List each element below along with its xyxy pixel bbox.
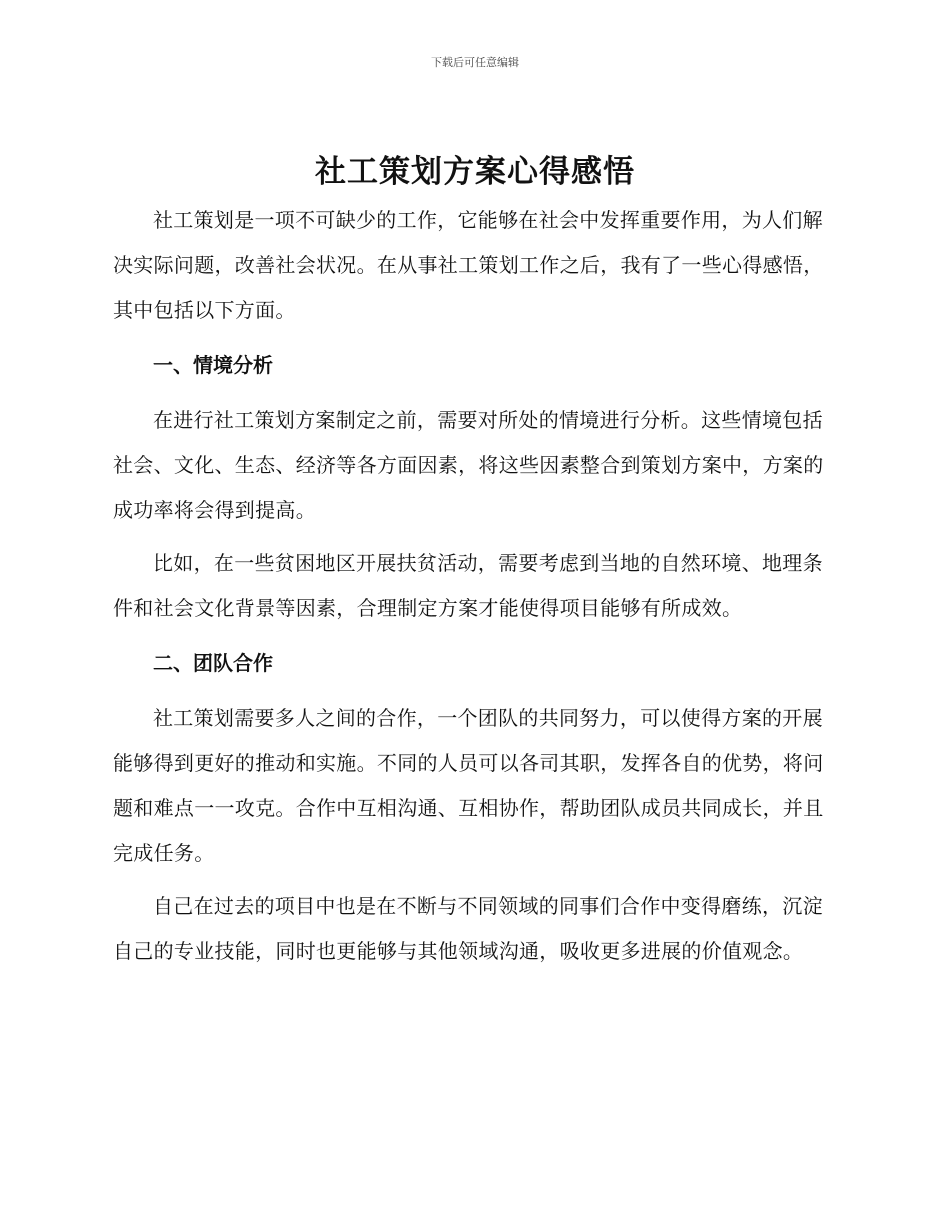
paragraph-intro: 社工策划是一项不可缺少的工作，它能够在社会中发挥重要作用，为人们解决实际问题，改善社会状况。在从事社工策划工作之后，我有了一些心得感悟，其中包括以下方面。 <box>113 208 824 322</box>
paragraph-situation: 在进行社工策划方案制定之前，需要对所处的情境进行分析。这些情境包括社会、文化、生态、经济等各方面因素，将这些因素整合到策划方案中，方案的成功率将会得到提高。 <box>113 408 824 522</box>
section-heading-situation-analysis: 一、情境分析 <box>153 353 273 377</box>
paragraph-teamwork: 社工策划需要多人之间的合作，一个团队的共同努力，可以使得方案的开展能够得到更好的推动和实施。不同的人员可以各司其职，发挥各自的优势，将问题和难点一一攻克。合作中互相沟通、互相协作，帮助团队成员共同成长，并且完成任务。 <box>113 706 824 865</box>
section-heading-teamwork: 二、团队合作 <box>153 651 273 675</box>
paragraph-personal-experience: 自己在过去的项目中也是在不断与不同领域的同事们合作中变得磨练，沉淀自己的专业技能，同时也更能够与其他领域沟通，吸收更多进展的价值观念。 <box>113 894 823 963</box>
paragraph-example: 比如，在一些贫困地区开展扶贫活动，需要考虑到当地的自然环境、地理条件和社会文化背景等因素，合理制定方案才能使得项目能够有所成效。 <box>113 551 823 620</box>
document-body <box>113 198 835 982</box>
header-note: 下载后可任意编辑 <box>431 56 519 69</box>
page-title: 社工策划方案心得感悟 <box>315 154 635 190</box>
